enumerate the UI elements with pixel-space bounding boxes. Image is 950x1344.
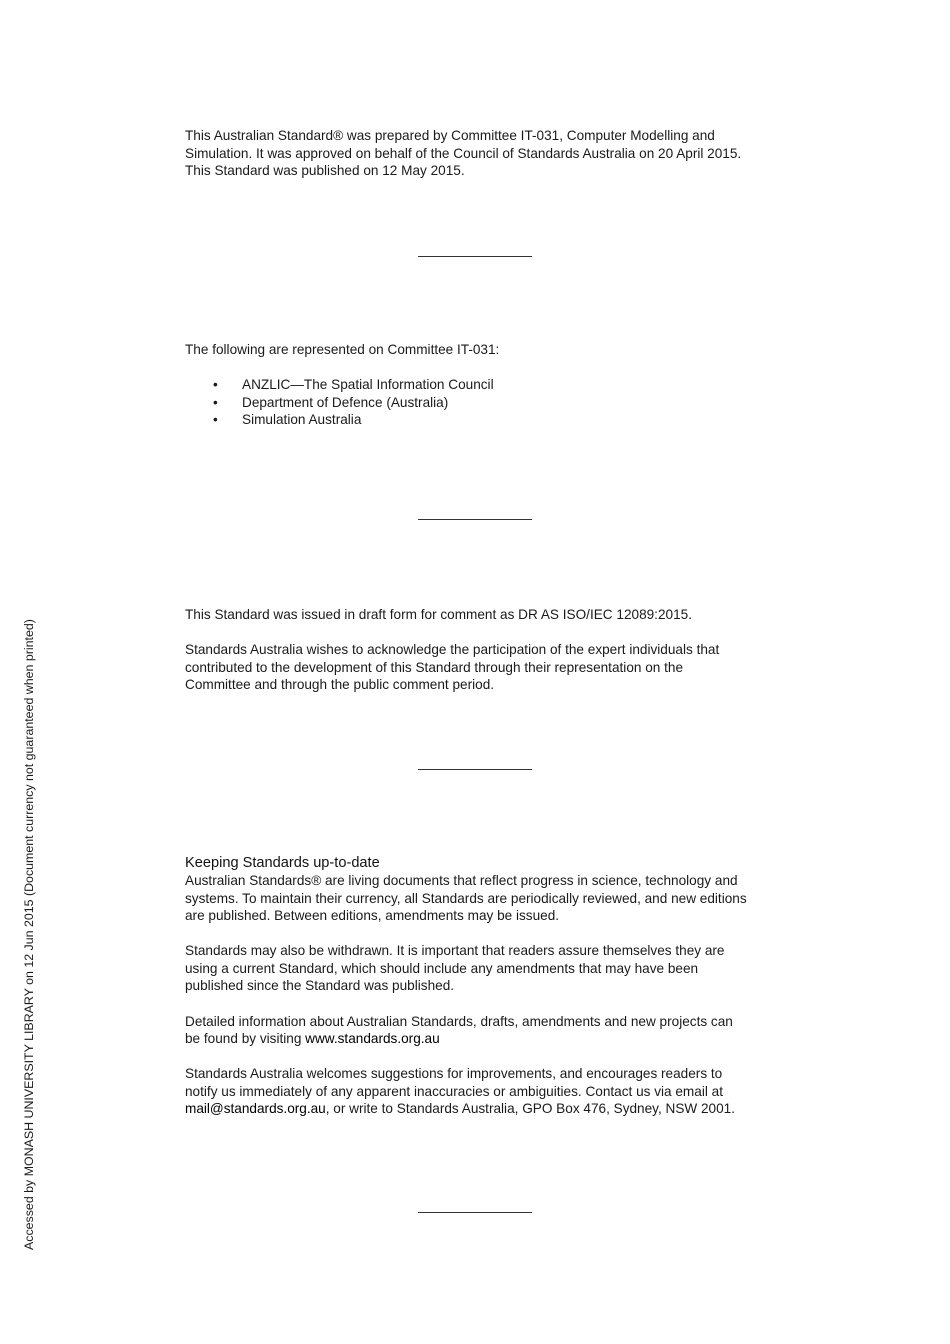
para3-line-2 — [185, 1030, 770, 1048]
email-link[interactable]: mail@standards.org.au — [185, 1101, 326, 1117]
section-divider-4 — [418, 1212, 532, 1213]
spacer — [185, 925, 770, 943]
approval-line-3: This Standard was published on 12 May 2015. — [185, 163, 465, 179]
acknowledgement-line-1: Standards Australia wishes to acknowledge the participation of the expert individuals that — [185, 642, 720, 658]
para2-line-2: using a current Standard, which should include any amendments that may have been — [185, 960, 699, 976]
list-item — [185, 394, 770, 412]
para2-line-1: Standards may also be withdrawn. It is important that readers assure themselves they are — [185, 943, 725, 959]
acknowledgement-line-2: contributed to the development of this Standard through their representation on the — [185, 659, 684, 675]
para4-line-1: Standards Australia welcomes suggestions for improvements, and encourages readers to — [185, 1066, 723, 1082]
keeping-up-to-date-section — [185, 854, 770, 1118]
draft-issued: This Standard was issued in draft form for comment as DR AS ISO/IEC 12089:2015. — [185, 607, 692, 622]
website-link[interactable]: www.standards.org.au — [305, 1031, 440, 1047]
section-heading: Keeping Standards up-to-date — [185, 855, 380, 871]
bullet-icon: • — [213, 412, 218, 428]
section-divider-1 — [418, 256, 532, 257]
para1-line-1: Australian Standards® are living documents that reflect progress in science, technology and — [185, 873, 738, 888]
para2-line-3: published since the Standard was published. — [185, 978, 455, 994]
bullet-icon: • — [213, 377, 218, 393]
approval-statement — [185, 127, 770, 180]
committee-member-list — [185, 376, 770, 429]
para3-prefix: be found by visiting — [185, 1031, 306, 1047]
list-item — [185, 376, 770, 394]
committee-section — [185, 341, 770, 429]
spacer — [185, 995, 770, 1013]
section-divider-2 — [418, 519, 532, 520]
approval-line-2: Simulation. It was approved on behalf of the Council of Standards Australia on 20 April 2015. — [185, 145, 742, 161]
member-name: Department of Defence (Australia) — [242, 394, 449, 410]
committee-intro: The following are represented on Committee IT-031: — [185, 342, 500, 357]
spacer — [185, 1048, 770, 1066]
para4-suffix: , or write to Standards Australia, GPO Box 476, Sydney, NSW 2001. — [325, 1101, 736, 1117]
para1-line-2: systems. To maintain their currency, all Standards are periodically reviewed, and new editions — [185, 890, 747, 906]
spacer — [185, 359, 770, 377]
para4-line-2: notify us immediately of any apparent inaccuracies or ambiguities. Contact us via email at — [185, 1083, 723, 1099]
spacer — [185, 624, 770, 642]
para4-line-3 — [185, 1100, 770, 1118]
list-item — [185, 411, 770, 429]
bullet-icon: • — [213, 394, 218, 410]
access-watermark: Accessed by MONASH UNIVERSITY LIBRARY on 12 Jun 2015 (Document currency not guaranteed when printed) — [22, 619, 36, 1250]
para1-line-3: are published. Between editions, amendments may be issued. — [185, 908, 560, 924]
para3-line-1: Detailed information about Australian Standards, drafts, amendments and new projects can — [185, 1013, 733, 1029]
draft-section — [185, 606, 770, 694]
member-name: ANZLIC—The Spatial Information Council — [242, 377, 494, 393]
acknowledgement-line-3: Committee and through the public comment period. — [185, 677, 495, 693]
approval-line-1: This Australian Standard® was prepared by Committee IT-031, Computer Modelling and — [185, 128, 715, 143]
section-divider-3 — [418, 769, 532, 770]
member-name: Simulation Australia — [242, 412, 362, 428]
